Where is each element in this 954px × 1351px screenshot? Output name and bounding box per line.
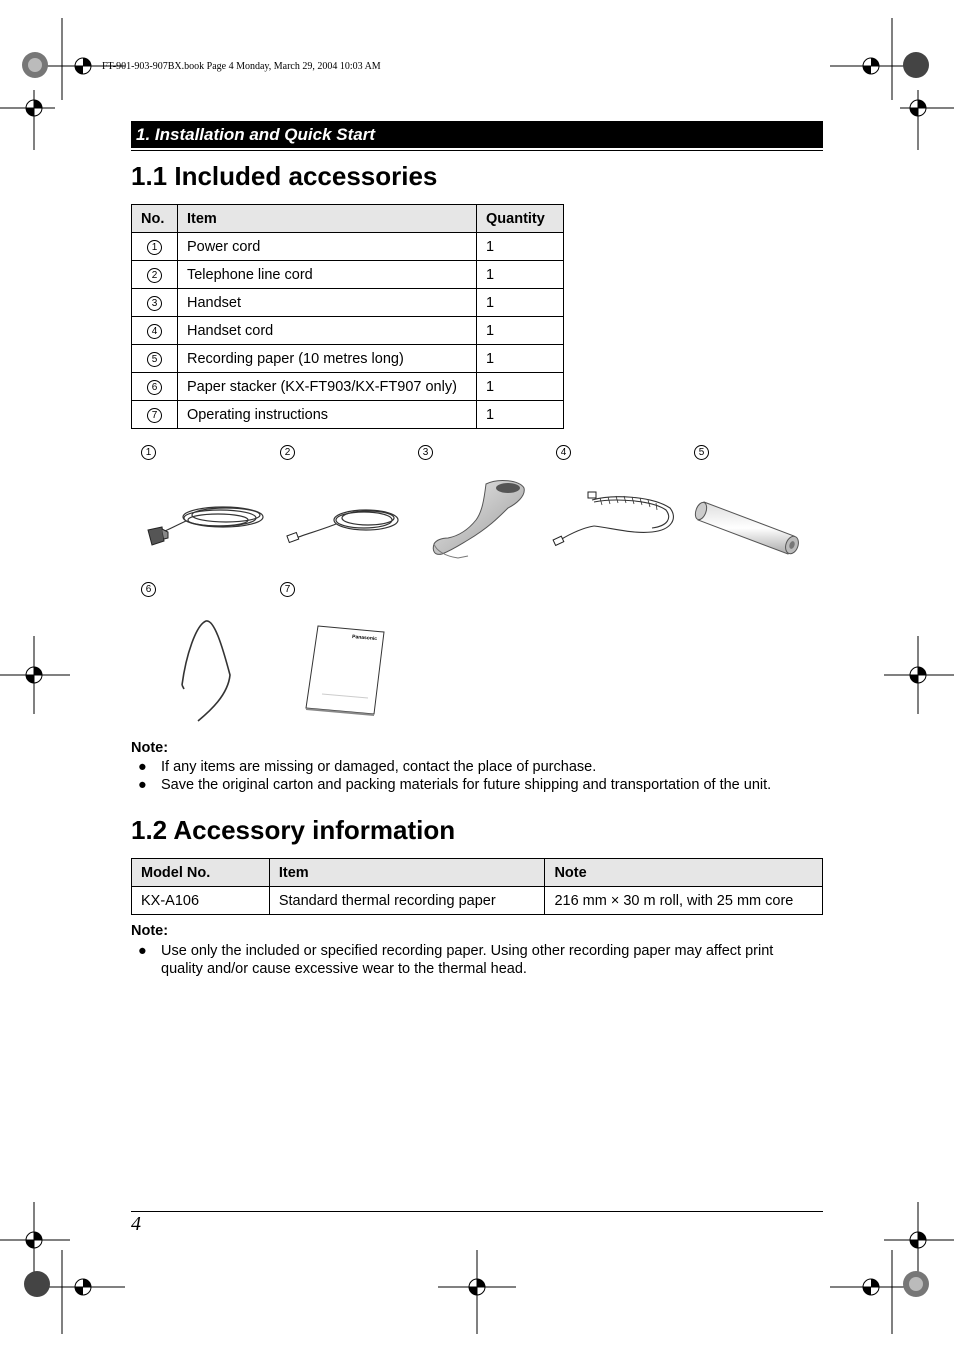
item-quantity: 1 [477,373,564,401]
item-quantity: 1 [477,233,564,261]
table-row [132,401,564,429]
bullet-dot: ● [138,943,147,959]
manual-brand-text: Panasonic [351,634,378,643]
item-quantity: 1 [477,317,564,345]
handset-illustration [428,478,528,564]
note2-bullet [138,942,828,960]
item-name: Operating instructions [177,401,476,429]
bullet-dot: ● [138,759,147,775]
header-item: Item [177,205,476,233]
header-no: No. [132,205,178,233]
model-item: Standard thermal recording paper [269,887,545,915]
paper-stacker-illustration [176,615,238,727]
table-row [132,887,823,915]
item-number: 6 [147,380,162,395]
note1-bullet-text: Save the original carton and packing materials for future shipping and transportation of the unit. [161,777,772,793]
handset-cord-illustration [552,488,678,550]
table-row [132,233,564,261]
power-cord-illustration [138,495,268,555]
section-title-bar: 1. Installation and Quick Start [131,121,823,148]
illustration-label: 4 [556,445,571,460]
operating-instructions-illustration [302,624,388,718]
section-rule [131,150,823,151]
item-name: Handset cord [177,317,476,345]
header-model-no: Model No. [132,859,270,887]
item-number: 7 [147,408,162,423]
item-number: 1 [147,240,162,255]
accessory-info-table [131,858,823,915]
model-number: KX-A106 [132,887,270,915]
item-quantity: 1 [477,261,564,289]
table-row [132,289,564,317]
table-row [132,345,564,373]
illustration-label: 7 [280,582,295,597]
table-row [132,373,564,401]
illustration-label: 6 [141,582,156,597]
heading-included-accessories: 1.1 Included accessories [131,161,438,191]
note1-title: Note: [131,740,169,756]
telephone-line-cord-illustration [286,498,406,548]
note2-bullet-text: Use only the included or specified recording paper. Using other recording paper may affect print [161,943,774,959]
footer-rule [131,1211,823,1212]
table-header-row [132,859,823,887]
item-name: Power cord [177,233,476,261]
note2-bullet-text: quality and/or cause excessive wear to the thermal head. [161,961,527,977]
print-header: FT-901-903-907BX.book Page 4 Monday, March 29, 2004 10:03 AM [102,61,381,72]
item-name: Telephone line cord [177,261,476,289]
item-number: 5 [147,352,162,367]
header-note: Note [545,859,823,887]
item-number: 4 [147,324,162,339]
table-row [132,317,564,345]
illustration-label: 2 [280,445,295,460]
header-quantity: Quantity [477,205,564,233]
item-quantity: 1 [477,289,564,317]
item-name: Paper stacker (KX-FT903/KX-FT907 only) [177,373,476,401]
item-name: Recording paper (10 metres long) [177,345,476,373]
item-number: 3 [147,296,162,311]
bullet-dot: ● [138,777,147,793]
illustration-label: 5 [694,445,709,460]
table-header-row [132,205,564,233]
page-number: 4 [131,1213,141,1235]
heading-accessory-information: 1.2 Accessory information [131,815,456,845]
note1-bullet [138,776,828,794]
table-row [132,261,564,289]
item-number: 2 [147,268,162,283]
illustration-label: 1 [141,445,156,460]
model-note: 216 mm × 30 m roll, with 25 mm core [545,887,823,915]
recording-paper-illustration [696,488,806,558]
item-quantity: 1 [477,401,564,429]
accessories-table [131,204,564,429]
illustration-label: 3 [418,445,433,460]
note2-bullet-continuation [138,960,828,978]
item-name: Handset [177,289,476,317]
note1-bullet-text: If any items are missing or damaged, contact the place of purchase. [161,759,597,775]
note1-bullet [138,758,828,776]
item-quantity: 1 [477,345,564,373]
note2-title: Note: [131,923,169,939]
header-item: Item [269,859,545,887]
